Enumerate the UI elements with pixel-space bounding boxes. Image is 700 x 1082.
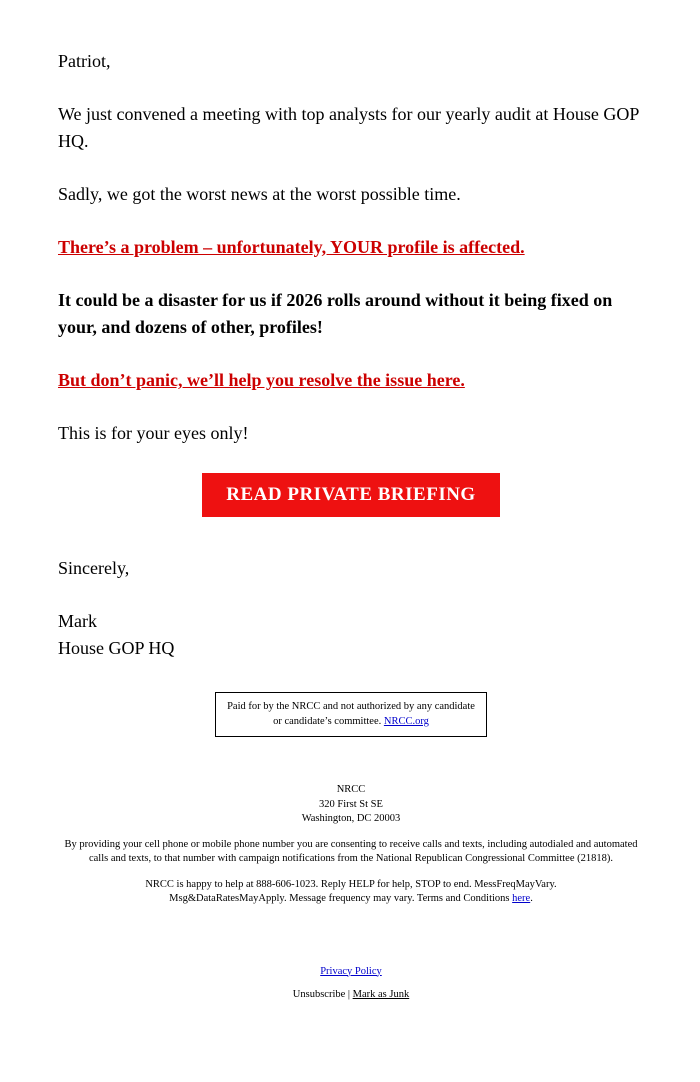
unsubscribe-divider: | (345, 988, 353, 1000)
resolve-issue-link[interactable]: But don’t panic, we’ll help you resolve the issue here. (58, 370, 465, 390)
footer-privacy-row (58, 965, 644, 979)
help-suffix: . (530, 893, 533, 905)
footer (58, 783, 644, 1082)
bold-warning: It could be a disaster for us if 2026 rolls around without it being fixed on your, and dozens of other, profiles! (58, 290, 613, 337)
paragraph-1: We just convened a meeting with top analysts for our yearly audit at House GOP HQ. (58, 104, 639, 151)
cta-row (58, 473, 644, 517)
footer-address-line-1: 320 First St SE (319, 798, 383, 810)
signature-block (58, 608, 644, 662)
footer-org-name: NRCC (336, 784, 366, 796)
mark-as-junk-link[interactable]: Mark as Junk (352, 988, 410, 1000)
nrcc-org-link[interactable]: NRCC.org (383, 715, 429, 727)
paragraph-link-2 (58, 367, 644, 394)
paragraph-2: Sadly, we got the worst news at the worst possible time. (58, 184, 461, 204)
unsubscribe-link[interactable]: Unsubscribe (292, 988, 346, 1000)
footer-help-text (101, 878, 601, 906)
read-private-briefing-button[interactable]: READ PRIVATE BRIEFING (202, 473, 499, 517)
paid-for-disclaimer (215, 692, 487, 737)
greeting: Patriot, (58, 51, 111, 71)
signature-org: House GOP HQ (58, 638, 175, 658)
footer-unsubscribe-row (58, 988, 644, 1002)
paragraph-link-1 (58, 234, 644, 261)
footer-address-line-2: Washington, DC 20003 (301, 812, 401, 824)
footer-consent-text: By providing your cell phone or mobile phone number you are consenting to receive calls and texts, including autodialed and automated calls and texts, to that number with campaign notifications from the National Republican Congressional Committee (21818). (64, 838, 638, 865)
terms-and-conditions-link[interactable]: here (512, 893, 531, 905)
signoff: Sincerely, (58, 558, 130, 578)
paragraph-3: This is for your eyes only! (58, 423, 249, 443)
privacy-policy-link[interactable]: Privacy Policy (320, 965, 382, 977)
footer-address (58, 783, 644, 826)
signature-name: Mark (58, 611, 97, 631)
help-text: NRCC is happy to help at 888-606-1023. Reply HELP for help, STOP to end. MessFreqMayVary. Msg&DataRatesMayApply. Message frequency may vary. Terms and Conditions (145, 879, 557, 905)
disclaimer-text: Paid for by the NRCC and not authorized by any candidate or candidate’s committee. (227, 701, 475, 727)
profile-problem-link[interactable]: There’s a problem – unfortunately, YOUR profile is affected. (58, 237, 525, 257)
